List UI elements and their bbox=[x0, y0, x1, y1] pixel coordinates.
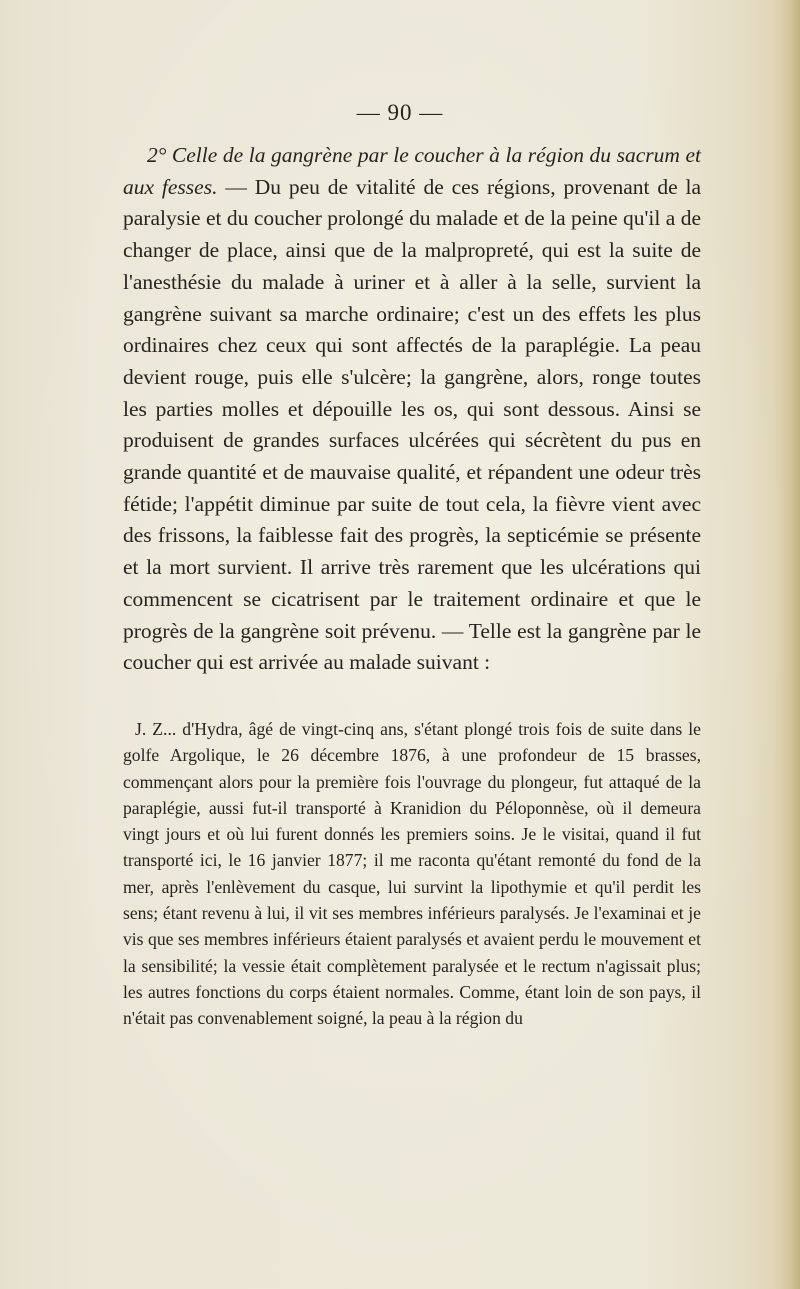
section-heading: 2° Celle de la gangrène par le coucher à la région du sacrum et aux fesses. bbox=[123, 143, 701, 199]
page-number: — 90 — bbox=[356, 100, 444, 125]
main-paragraph bbox=[123, 140, 701, 679]
case-note: J. Z... d'Hydra, âgé de vingt-cinq ans, s'étant plongé trois fois de suite dans le golfe Argolique, le 26 décembre 1876, à une profondeur de 15 brasses, commençant alors pour la première fois l'ouvrage du plongeur, fut attaqué de la paraplégie, aussi fut-il transporté à Kranidion du Péloponnèse, où il demeura vingt jours et où lui furent donnés les premiers soins. Je le visitai, quand il fut transporté ici, le 16 janvier 1877; il me raconta qu'étant remonté du fond de la mer, après l'enlèvement du casque, lui survint la lipothymie et qu'il perdit les sens; étant revenu à lui, il vit ses membres inférieurs paralysés. Je l'examinai et je vis que ses membres inférieurs étaient paralysés et avaient perdu le mouvement et la sensibilité; la vessie était complètement paralysée et le rectum n'agissait plus; les autres fonctions du corps étaient normales. Comme, étant loin de son pays, il n'était pas convenablement soigné, la peau à la région du bbox=[123, 719, 701, 1029]
paragraph-text: — Du peu de vitalité de ces régions, provenant de la paralysie et du coucher prolongé du malade et de la peine qu'il a de changer de place, ainsi que de la malpropreté, qui est la suite de l'anesthésie du malade à uriner et à aller à la selle, survient la gangrène suivant sa marche ordinaire; c'est un des effets les plus ordinaires chez ceux qui sont affectés de la paraplégie. La peau devient rouge, puis elle s'ulcère; la gangrène, alors, ronge toutes les parties molles et dépouille les os, qui sont dessous. Ainsi se produisent de grandes surfaces ulcérées qui sécrètent du pus en grande quantité et de mauvaise qualité, et répandent une odeur très fétide; l'appétit diminue par suite de tout cela, la fièvre vient avec des frissons, la faiblesse fait des progrès, la septicémie se présente et la mort survient. Il arrive très rarement que les ulcérations qui commencent se cicatrisent par le traitement ordinaire et que le progrès de la gangrène soit prévenu. — Telle est la gangrène par le coucher qui est arrivée au malade suivant : bbox=[123, 174, 701, 675]
page-edge-shading bbox=[778, 0, 800, 1289]
